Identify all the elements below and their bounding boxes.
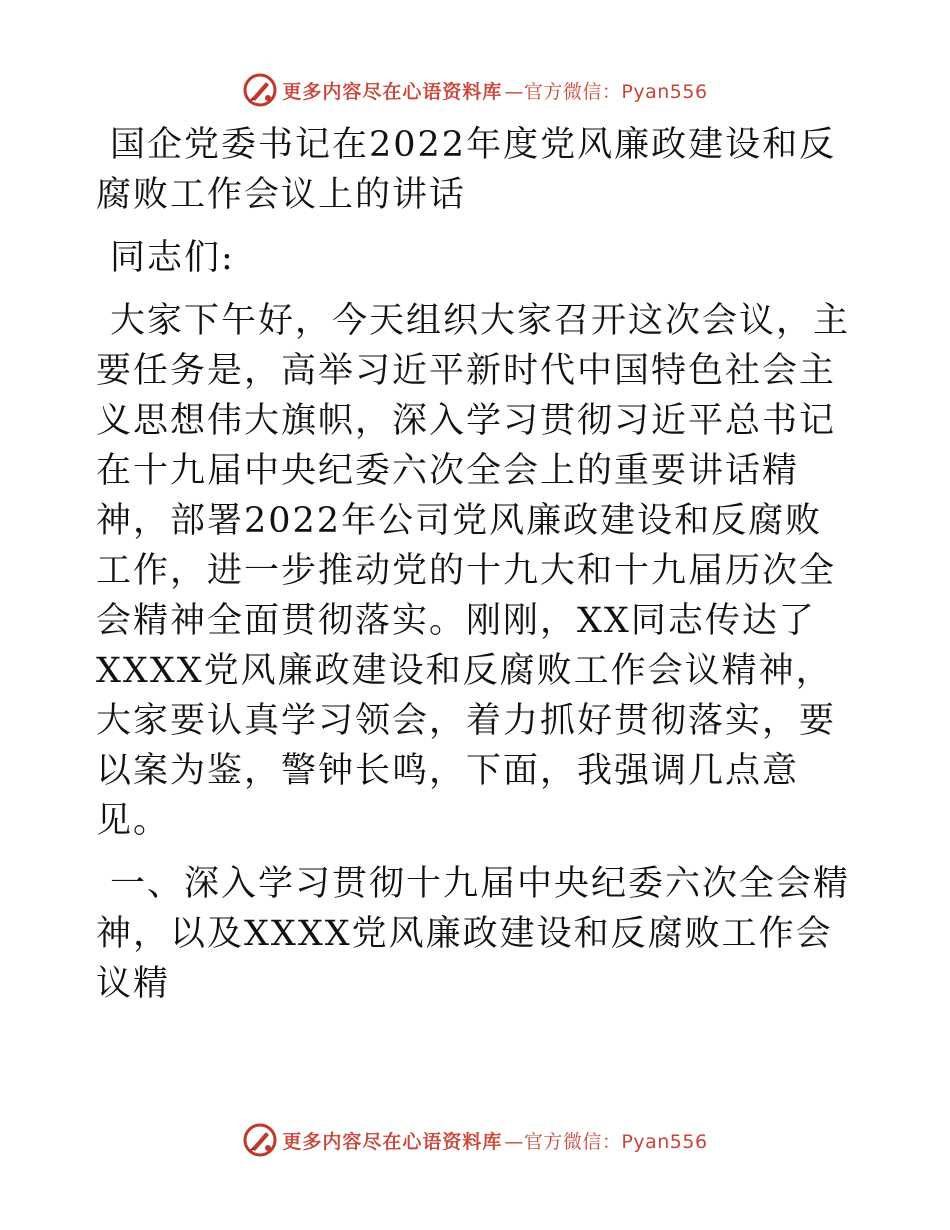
pen-seal-logo-icon	[242, 1122, 278, 1158]
watermark-contact: —官方微信：Pyan556	[504, 80, 708, 103]
salutation: 同志们:	[110, 238, 235, 278]
watermark-text: 更多内容尽在心语资料库	[282, 1130, 503, 1153]
watermark-text: 更多内容尽在心语资料库	[282, 80, 503, 103]
paragraph-2: 一、深入学习贯彻十九届中央纪委六次全会精神，以及XXXX党风廉政建设和反腐败工作会议精	[96, 864, 851, 1004]
header-watermark	[0, 68, 950, 112]
document-body	[96, 120, 856, 1009]
watermark-contact: —官方微信：Pyan556	[504, 1130, 708, 1153]
document-title: 国企党委书记在2022年度党风廉政建设和反腐败工作会议上的讲话	[96, 125, 837, 215]
pen-seal-logo-icon	[242, 72, 278, 108]
footer-watermark	[0, 1118, 950, 1162]
paragraph-1: 大家下午好，今天组织大家召开这次会议，主要任务是，高举习近平新时代中国特色社会主义思想伟大旗帜，深入学习贯彻习近平总书记在十九届中央纪委六次全会上的重要讲话精神，部署2022年公司党风廉政建设和反腐败工作，进一步推动党的十九大和十九届历次全会精神全面贯彻落实。刚刚，XX同志传达了XXXX党风廉政建设和反腐败工作会议精神，大家要认真学习领会，着力抓好贯彻落实，要以案为鉴，警钟长鸣，下面，我强调几点意见。	[96, 301, 851, 841]
